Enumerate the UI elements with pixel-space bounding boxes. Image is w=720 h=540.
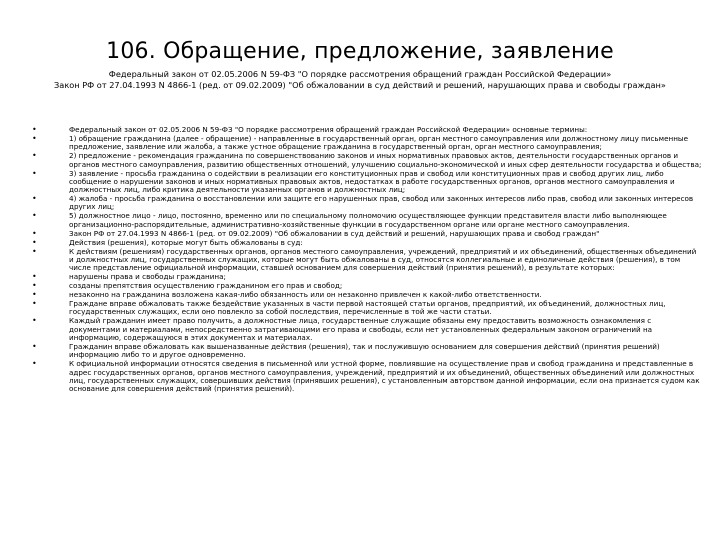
- list-item-text: нарушены права и свободы гражданина;: [69, 272, 226, 282]
- bullet-icon: •: [32, 194, 37, 204]
- subtitle-line-1: Федеральный закон от 02.05.2006 N 59-ФЗ "О порядке рассмотрения обращений граждан Российской Федерации»: [108, 69, 612, 79]
- list-item: [26, 135, 702, 152]
- bullet-icon: •: [32, 168, 37, 178]
- bullet-icon: •: [32, 228, 37, 238]
- list-item-text: 4) жалоба - просьба гражданина о восстановлении или защите его нарушенных прав, свобод или законных интересов либо прав, свобод или законных интересов других лиц;: [69, 194, 694, 212]
- list-item-text: 5) должностное лицо - лицо, постоянно, временно или по специальному полномочию осуществляющее функции представителя власти либо выполняющее организационно-распорядительные, административно-хозяйственные функции в государственном органе или органе местного самоуправления.: [69, 211, 667, 229]
- list-item-text: К действиям (решениям) государственных органов, органов местного самоуправления, учреждений, предприятий и их объединений, общественных объединений и должностных лиц, государственных служащих, которые могут быть обжалованы в суд, относятся коллегиальные и единоличные действия (решения), в том числе представление официальной информации, ставшей основанием для совершения действий (принятия решений), в результате которых:: [69, 246, 697, 273]
- list-item-text: 2) предложение - рекомендация гражданина по совершенствованию законов и иных нормативных правовых актов, деятельности государственных органов и органов местного самоуправления, развитию общественных отношений, улучшению социально-экономической и иных сфер деятельности государства и общества;: [69, 151, 702, 169]
- list-item: [26, 343, 702, 360]
- bullet-icon: •: [32, 246, 37, 256]
- list-item: [26, 212, 702, 229]
- bullet-icon: •: [32, 290, 37, 300]
- list-item: [26, 360, 702, 393]
- bullet-icon: •: [32, 133, 37, 143]
- list-item-text: Граждане вправе обжаловать также бездействие указанных в части первой настоящей статьи органов, предприятий, их объединений, должностных лиц, государственных служащих, если оно повлекло за собой последствия, перечисленные в той же части статьи.: [69, 299, 666, 317]
- list-item: [26, 317, 702, 342]
- bullet-icon: •: [32, 299, 37, 308]
- slide-subtitle: [30, 69, 690, 91]
- list-item: [26, 170, 702, 195]
- list-item: [26, 248, 702, 273]
- bullet-icon: •: [32, 281, 37, 291]
- list-item: [26, 300, 702, 317]
- list-item-text: Федеральный закон от 02.05.2006 N 59-ФЗ "О порядке рассмотрения обращений граждан Российской Федерации» основные термины:: [69, 125, 588, 134]
- list-item-text: Действия (решения), которые могут быть обжалованы в суд:: [69, 237, 303, 247]
- subtitle-line-2: Закон РФ от 27.04.1993 N 4866-1 (ред. от 09.02.2009) "Об обжаловании в суд действий и решений, нарушающих права и свободы граждан»: [54, 80, 666, 90]
- bullet-list: [26, 126, 702, 394]
- list-item-text: К официальной информации относятся сведения в письменной или устной форме, повлиявшие на осуществление прав и свобод гражданина и представленные в адрес государственных органов, органов местного самоуправления, учреждений, предприятий и их объединений, общественных объединений или должностных лиц, государственных служащих, совершивших действия (принявших решения), с установленным авторством данной информации, если она признается судом как основание для совершения действий (принятия решений).: [69, 359, 700, 394]
- list-item-text: 3) заявление - просьба гражданина о содействии в реализации его конституционных прав и свобод или конституционных прав и свобод других лиц, либо сообщение о нарушении законов и иных нормативных правовых актов, недостатках в работе государственных органов, органов местного самоуправления и должностных лиц, либо критика деятельности указанных органов и должностных лиц;: [69, 168, 675, 195]
- list-item: [26, 152, 702, 169]
- list-item-text: Каждый гражданин имеет право получить, а должностные лица, государственные служащие обязаны ему предоставить возможность ознакомления с документами и материалами, непосредственно затрагивающими его права и свободы, если нет установленных федеральным законом ограничений на информацию, содержащуюся в этих документах и материалах.: [69, 316, 653, 342]
- bullet-icon: •: [32, 359, 37, 369]
- slide-title: 106. Обращение, предложение, заявление: [106, 39, 614, 64]
- list-item-text: 1) обращение гражданина (далее - обращение) - направленные в государственный орган, орган местного самоуправления или должностному лицу письменные предложение, заявление или жалоба, а также устное обращение гражданина в государственный орган, орган местного самоуправления;: [69, 133, 689, 152]
- list-item-text: Закон РФ от 27.04.1993 N 4866-1 (ред. от 09.02.2009) "Об обжаловании в суд действий и решений, нарушающих права и свобод граждан": [69, 228, 600, 238]
- bullet-icon: •: [32, 211, 37, 221]
- bullet-icon: •: [32, 125, 37, 134]
- bullet-icon: •: [32, 151, 37, 161]
- bullet-icon: •: [32, 316, 37, 326]
- bullet-icon: •: [32, 237, 37, 247]
- list-item-text: созданы препятствия осуществлению гражданином его прав и свобод;: [69, 281, 343, 291]
- bullet-icon: •: [32, 272, 37, 282]
- list-item-text: незаконно на гражданина возложена какая-либо обязанность или он незаконно привлечен к какой-либо ответственности.: [69, 290, 542, 300]
- bullet-icon: •: [32, 341, 37, 351]
- list-item: [26, 195, 702, 212]
- list-item-text: Гражданин вправе обжаловать как вышеназванные действия (решения), так и послужившую основанием для совершения действий (принятия решений) информацию либо то и другое одновременно.: [69, 341, 660, 360]
